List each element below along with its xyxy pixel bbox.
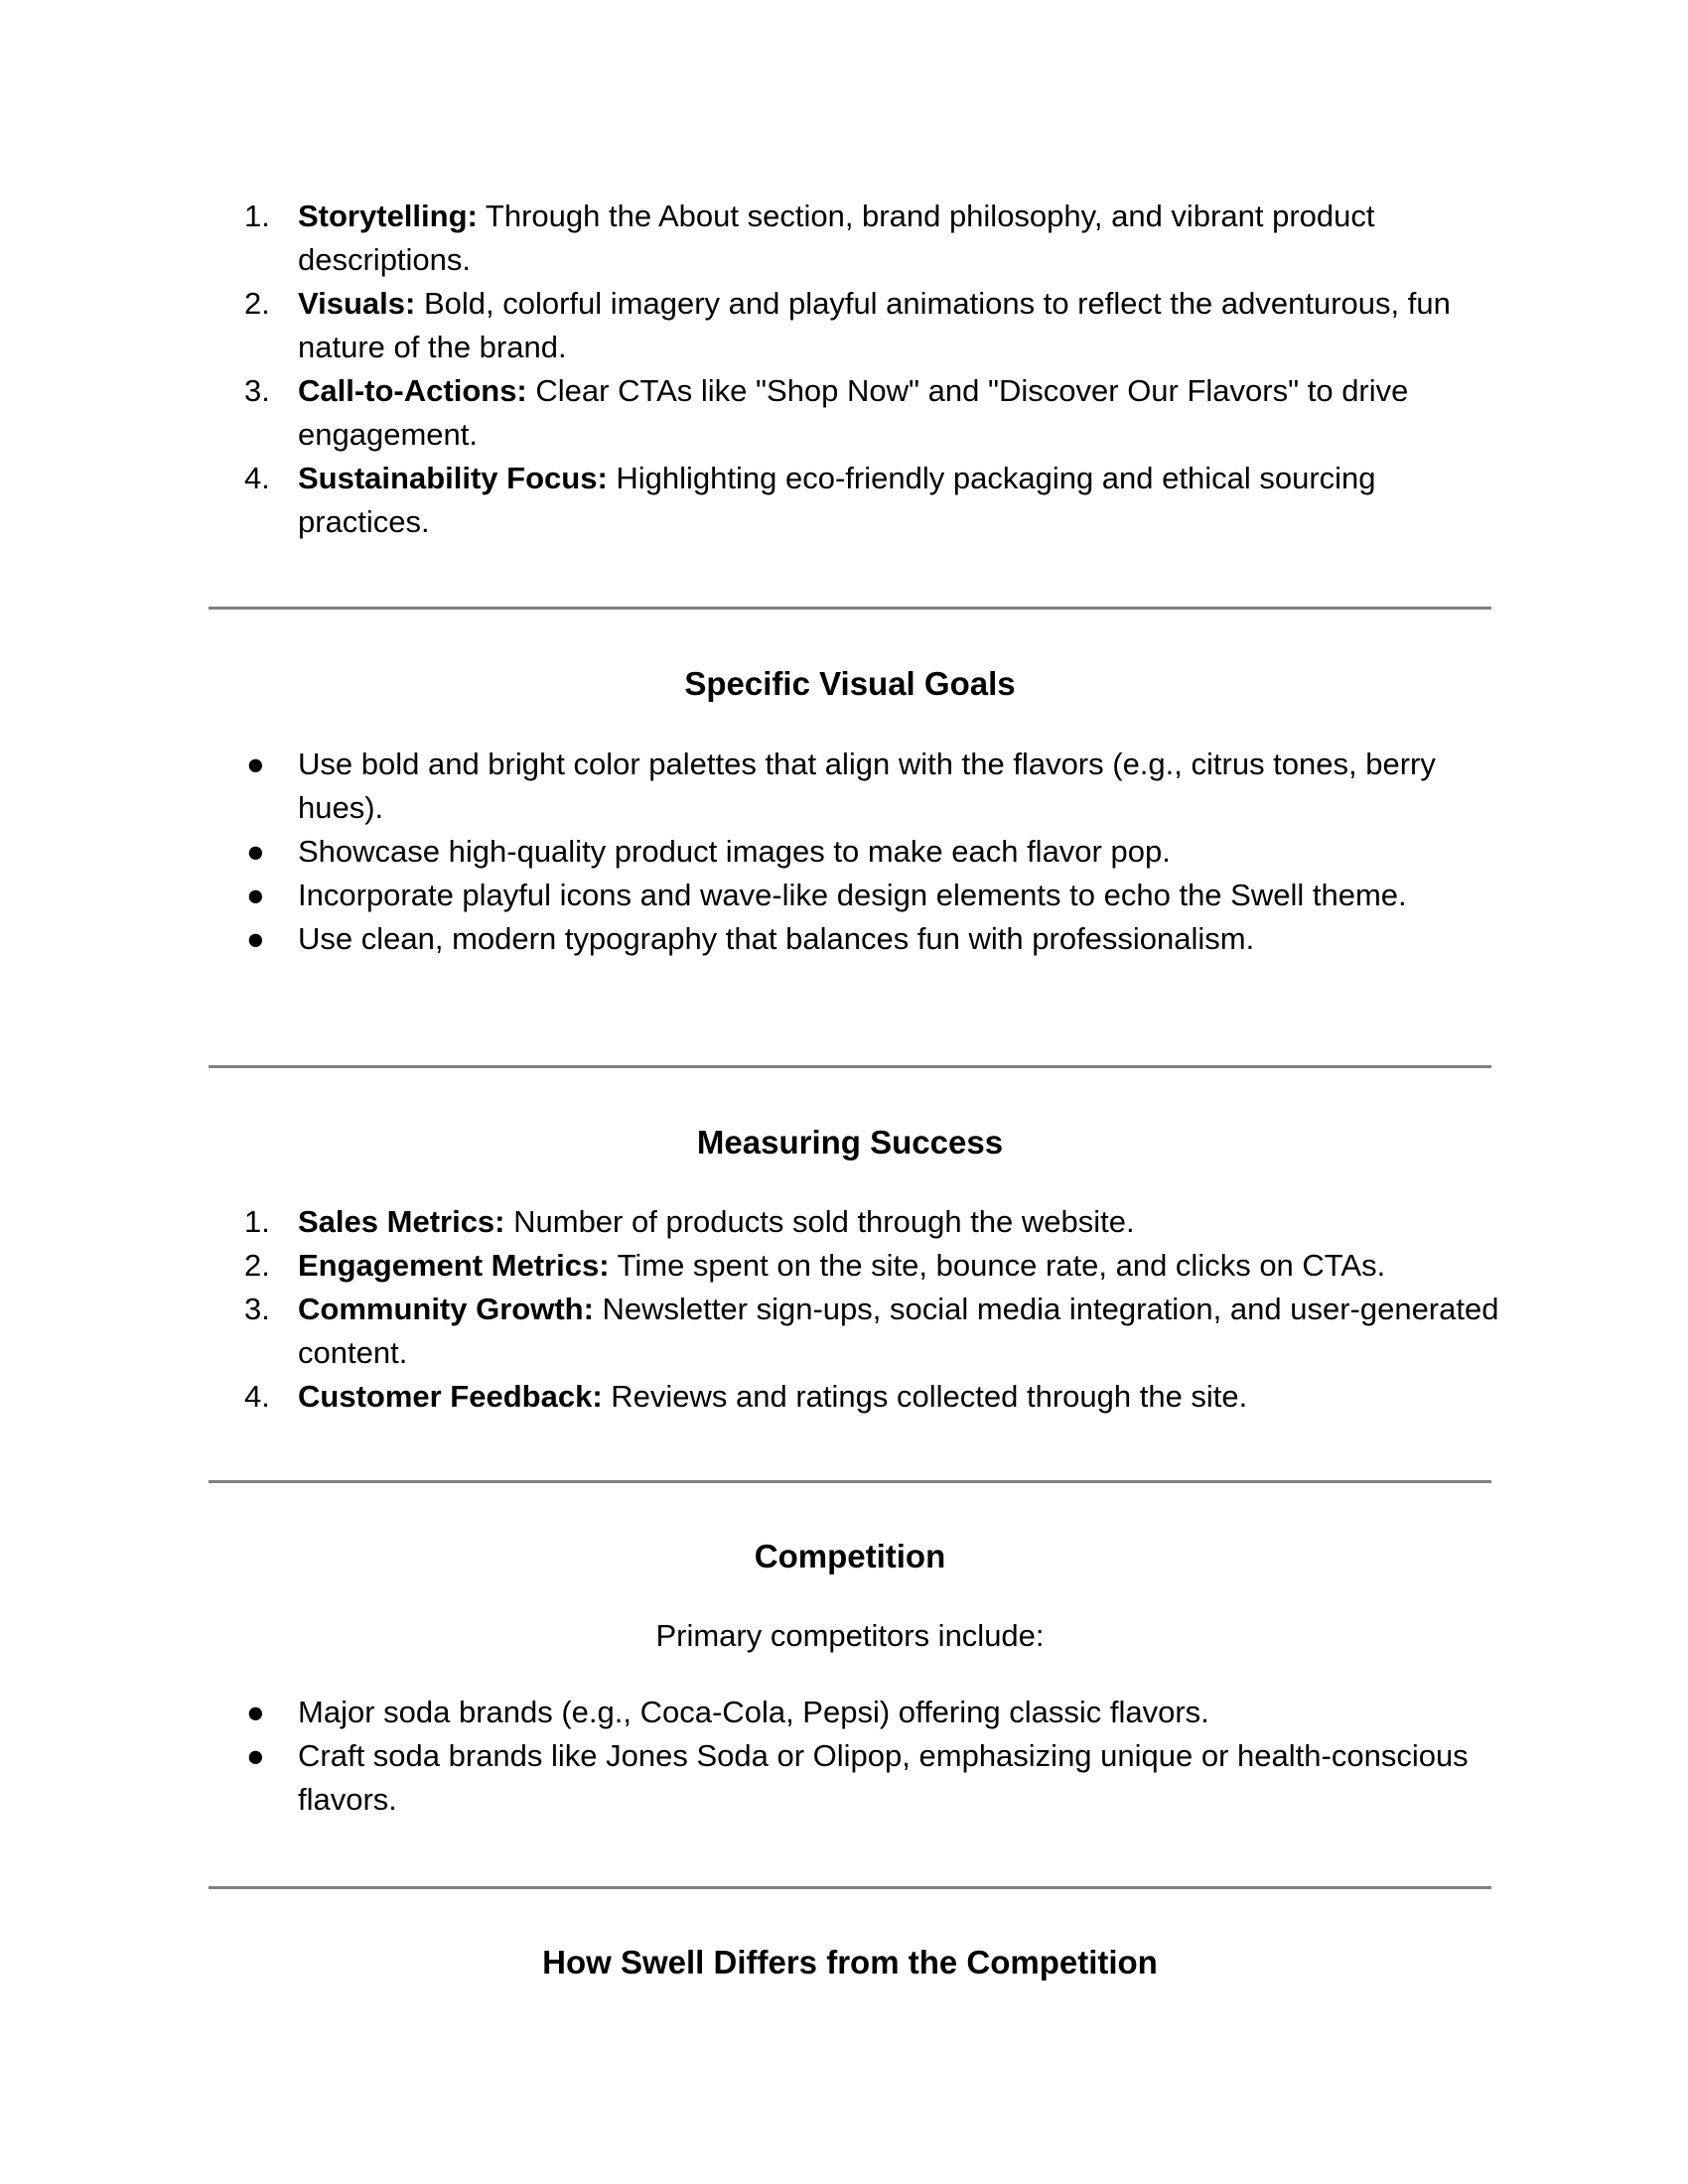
- list-number: 2.: [244, 1248, 270, 1283]
- bullet-icon: ●: [246, 1738, 265, 1773]
- list-item: [209, 195, 1499, 282]
- list-item-text: Reviews and ratings collected through the site.: [602, 1379, 1248, 1414]
- list-item-text: Craft soda brands like Jones Soda or Olipop, emphasizing unique or health-conscious flavors.: [298, 1738, 1469, 1817]
- list-item-text: Use bold and bright color palettes that align with the flavors (e.g., citrus tones, berry hues).: [298, 747, 1436, 825]
- section-divider: [209, 1886, 1491, 1889]
- bullet-icon: ●: [246, 747, 265, 781]
- list-item-text: Major soda brands (e.g., Coca-Cola, Pepsi) offering classic flavors.: [298, 1695, 1209, 1729]
- section-divider: [209, 1480, 1491, 1483]
- list-item-text: Highlighting eco-friendly packaging and ethical sourcing practices.: [298, 461, 1376, 539]
- list-item-term: Customer Feedback:: [298, 1379, 603, 1414]
- list-number: 2.: [244, 286, 270, 321]
- section-heading-swell-differs: How Swell Differs from the Competition: [542, 1944, 1158, 1980]
- section-heading-competition: Competition: [754, 1538, 946, 1574]
- list-item-text: Through the About section, brand philosophy, and vibrant product descriptions.: [298, 199, 1375, 277]
- list-item: [209, 457, 1499, 544]
- bullet-icon: ●: [246, 921, 265, 956]
- list-item-text: Clear CTAs like "Shop Now" and "Discover Our Flavors" to drive engagement.: [298, 373, 1409, 452]
- list-item-term: Sustainability Focus:: [298, 461, 608, 495]
- list-number: 3.: [244, 1292, 270, 1326]
- visual-goals-bullet-list: [209, 743, 1499, 961]
- list-number: 4.: [244, 1379, 270, 1414]
- measuring-success-numbered-list: [209, 1200, 1499, 1419]
- list-item-term: Visuals:: [298, 286, 416, 321]
- list-number: 3.: [244, 373, 270, 408]
- list-item: [209, 874, 1499, 917]
- section-heading-visual-goals: Specific Visual Goals: [684, 665, 1016, 702]
- list-number: 4.: [244, 461, 270, 495]
- list-item-term: Sales Metrics:: [298, 1204, 505, 1239]
- list-item-term: Storytelling:: [298, 199, 478, 233]
- list-item-text: Showcase high-quality product images to make each flavor pop.: [298, 834, 1171, 869]
- list-item: [209, 743, 1499, 830]
- section-heading-measuring-success: Measuring Success: [696, 1124, 1004, 1160]
- list-item: [209, 1200, 1499, 1244]
- list-item: [209, 369, 1499, 457]
- bullet-icon: ●: [246, 878, 265, 912]
- section-divider: [209, 1065, 1491, 1068]
- list-item: [209, 282, 1499, 369]
- list-item: [209, 1244, 1499, 1288]
- list-item-term: Community Growth:: [298, 1292, 594, 1326]
- section-divider: [209, 607, 1491, 610]
- list-item: [209, 830, 1499, 874]
- bullet-icon: ●: [246, 834, 265, 869]
- list-item: [209, 1375, 1499, 1419]
- list-item-term: Engagement Metrics:: [298, 1248, 610, 1283]
- list-item: [209, 1734, 1499, 1822]
- list-number: 1.: [244, 199, 270, 233]
- competition-bullet-list: [209, 1691, 1499, 1822]
- intro-numbered-list: [209, 195, 1499, 544]
- list-item-text: Time spent on the site, bounce rate, and clicks on CTAs.: [609, 1248, 1386, 1283]
- list-item: [209, 1288, 1499, 1375]
- competition-intro-text: Primary competitors include:: [655, 1618, 1045, 1653]
- list-item-text: Newsletter sign-ups, social media integration, and user-generated content.: [298, 1292, 1499, 1370]
- bullet-icon: ●: [246, 1695, 265, 1729]
- list-item: [209, 917, 1499, 961]
- list-item-term: Call-to-Actions:: [298, 373, 527, 408]
- list-item-text: Incorporate playful icons and wave-like design elements to echo the Swell theme.: [298, 878, 1407, 912]
- list-number: 1.: [244, 1204, 270, 1239]
- list-item-text: Bold, colorful imagery and playful animations to reflect the adventurous, fun nature of the brand.: [298, 286, 1451, 364]
- list-item-text: Number of products sold through the website.: [504, 1204, 1135, 1239]
- list-item-text: Use clean, modern typography that balances fun with professionalism.: [298, 921, 1255, 956]
- list-item: [209, 1691, 1499, 1734]
